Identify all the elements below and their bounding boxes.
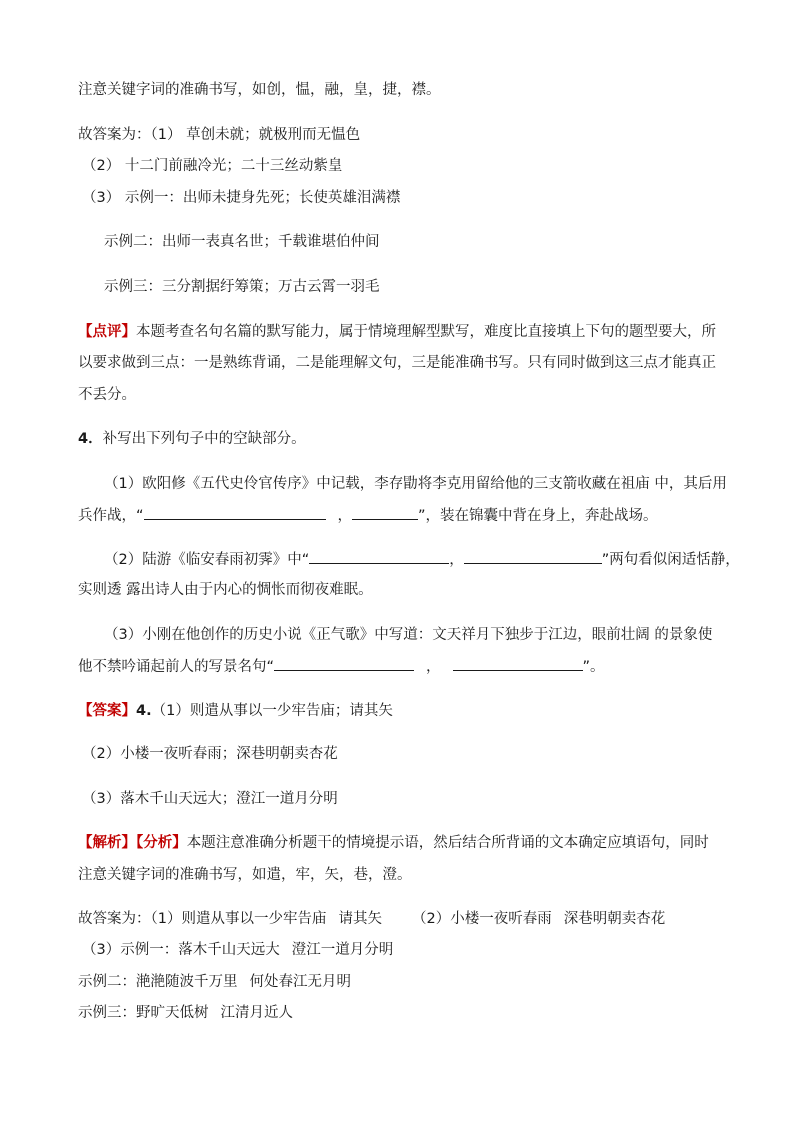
analysis-tag: 【解析】【分析】 xyxy=(78,835,187,851)
fill-blank[interactable] xyxy=(144,505,326,520)
note-line: 注意关键字词的准确书写，如创，愠，融，皇，捷，襟。 xyxy=(78,82,441,98)
analysis-line-2: 注意关键字词的准确书写，如遣，牢，矢，巷，澄。 xyxy=(78,867,412,883)
fill-blank[interactable] xyxy=(453,656,583,671)
q4-part2-line1: （2）陆游《临安春雨初霁》中“ ， ”两句看似闲适恬静， xyxy=(104,549,740,570)
q4-part3-line1: （3）小刚在他创作的历史小说《正气歌》中写道：文天祥月下独步于江边，眼前壮阔 的景象使 xyxy=(104,627,713,643)
answer-line-2: （2）小楼一夜听春雨；深巷明朝卖杏花 xyxy=(82,746,338,762)
answer-line-3: （3）落木千山天远大；澄江一道月分明 xyxy=(82,791,338,807)
analysis-line-1: 【解析】【分析】本题注意准确分析题干的情境提示语，然后结合所背诵的文本确定应填语句，同时 xyxy=(78,835,709,851)
answer-line-2: （2） 十二门前融冷光；二十三丝动紫皇 xyxy=(82,158,343,174)
q4-part1-line1: （1）欧阳修《五代史伶官传序》中记载，李存勖将李克用留给他的三支箭收藏在祖庙 中，其后用 xyxy=(104,476,727,492)
answer-line-3: （3） 示例一：出师未捷身先死；长使英雄泪满襟 xyxy=(82,190,401,206)
example-1-line: （3）示例一：落木千山天远大 澄江一道月分明 xyxy=(82,942,394,958)
comment-line-2: 以要求做到三点：一是熟练背诵，二是能理解文句，三是能准确书写。只有同时做到这三点才能真正 xyxy=(78,355,716,371)
q4-part3-line2: 他不禁吟诵起前人的写景名句“ ， ”。 xyxy=(78,656,605,677)
final-answer-line: 故答案为：（1）则遣从事以一少牢告庙 请其矢 （2）小楼一夜听春雨 深巷明朝卖杏花 xyxy=(78,911,666,927)
fill-blank[interactable] xyxy=(464,549,602,564)
answer-line-1: 故答案为：（1） 草创未就；就极刑而无愠色 xyxy=(78,127,361,143)
example-3-line: 示例三：野旷天低树 江清月近人 xyxy=(78,1005,293,1021)
answer-tag: 【答案】 xyxy=(78,703,136,719)
fill-blank[interactable] xyxy=(309,549,449,564)
q4-part2-line2: 实则透 露出诗人由于内心的惆怅而彻夜难眠。 xyxy=(78,582,373,598)
fill-blank[interactable] xyxy=(274,656,414,671)
fill-blank[interactable] xyxy=(352,505,418,520)
comment-line-1: 【点评】本题考查名句名篇的默写能力，属于情境理解型默写，难度比直接填上下句的题型要大，所 xyxy=(78,324,716,340)
question-title: 4．补写出下列句子中的空缺部分。 xyxy=(78,431,306,447)
q4-part1-line2: 兵作战，“ ， ”，装在锦囊中背在身上，奔赴战场。 xyxy=(78,505,658,526)
example-2-line: 示例二：出师一表真名世；千载谁堪伯仲间 xyxy=(104,234,380,250)
question-number: 4． xyxy=(78,431,103,447)
answer-line-1: 【答案】4.（1）则遣从事以一少牢告庙；请其矢 xyxy=(78,703,393,719)
example-2-line: 示例二：滟滟随波千万里 何处春江无月明 xyxy=(78,974,351,990)
example-3-line: 示例三：三分割据纡筹策；万古云霄一羽毛 xyxy=(104,279,380,295)
comment-line-3: 不丢分。 xyxy=(78,387,136,403)
comment-tag: 【点评】 xyxy=(78,324,136,340)
